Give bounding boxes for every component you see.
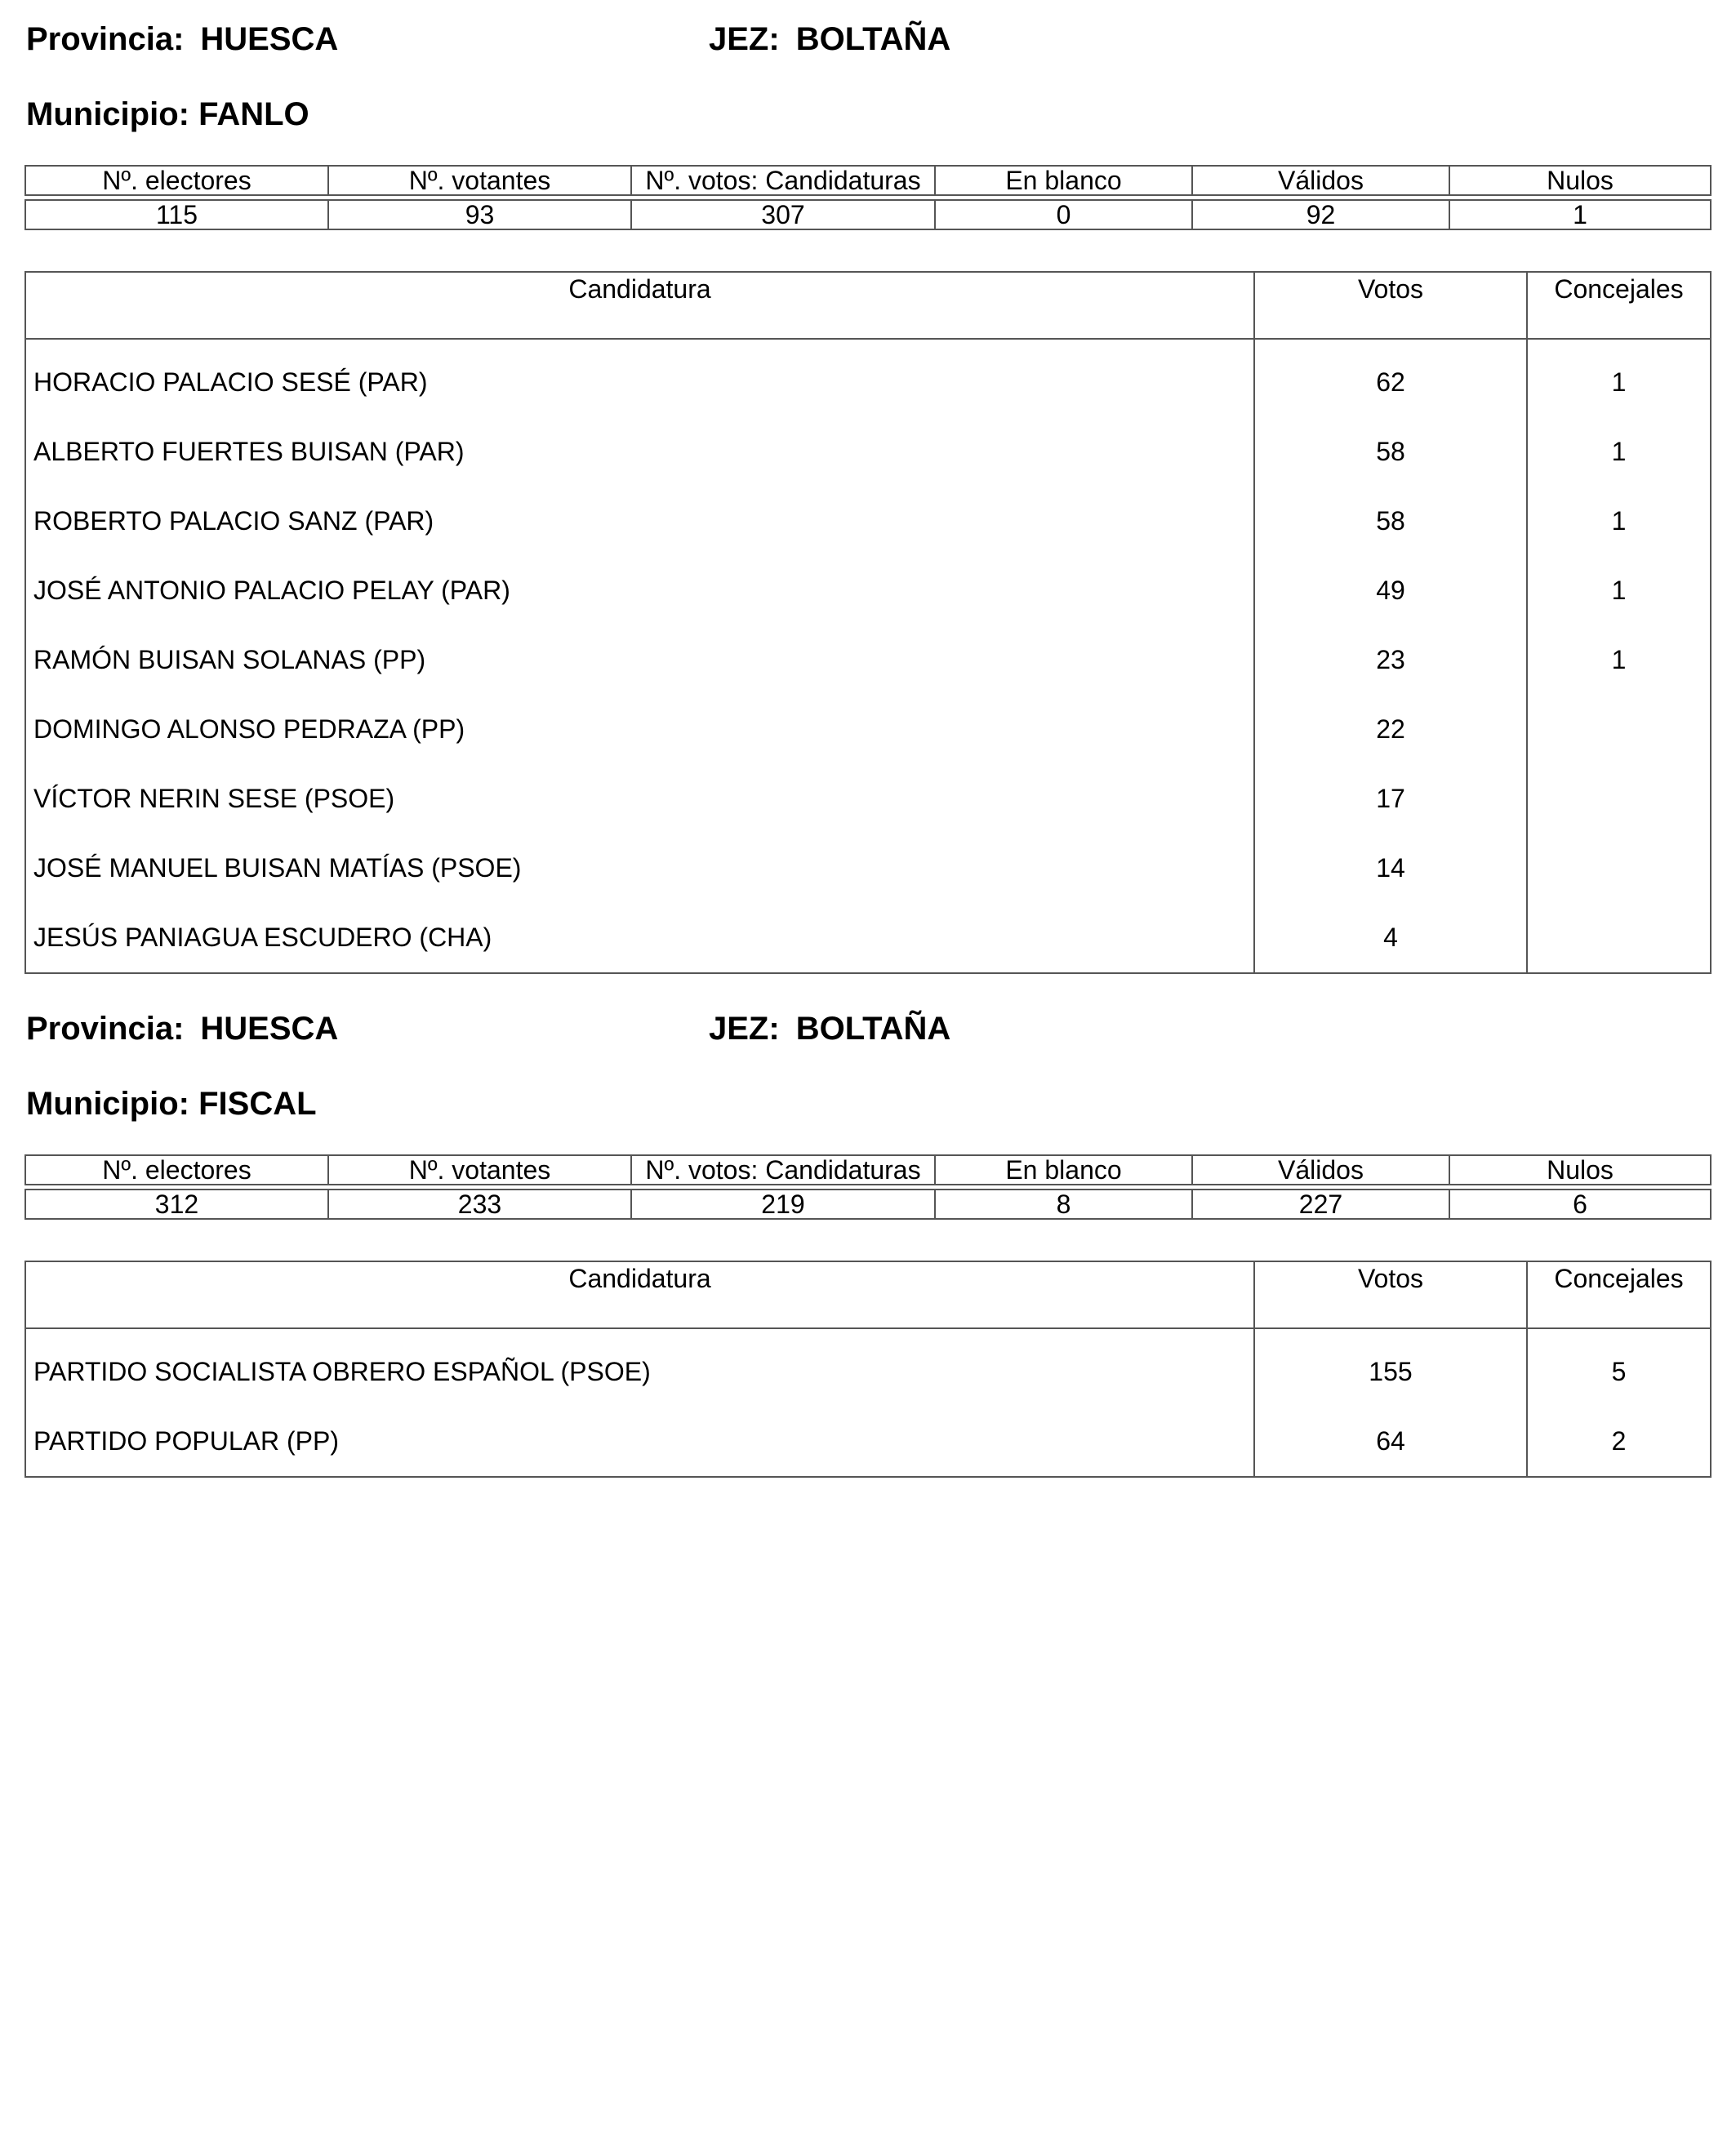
summary-header: Nº. votos: Candidaturas bbox=[631, 1155, 935, 1185]
table-row bbox=[25, 1328, 1711, 1407]
municipio-value: FANLO bbox=[198, 96, 309, 132]
jez-heading bbox=[709, 1012, 950, 1045]
candidate-name: JESÚS PANIAGUA ESCUDERO (CHA) bbox=[25, 903, 1254, 973]
municipio-label: Municipio: bbox=[26, 1086, 189, 1122]
provincia-heading bbox=[26, 23, 338, 56]
summary-header: En blanco bbox=[935, 166, 1192, 195]
municipio-section-fiscal bbox=[24, 989, 1710, 1479]
candidate-concejales: 5 bbox=[1527, 1328, 1711, 1407]
summary-value: 1 bbox=[1449, 200, 1711, 229]
candidates-table bbox=[24, 1261, 1712, 1478]
candidate-name: JOSÉ MANUEL BUISAN MATÍAS (PSOE) bbox=[25, 834, 1254, 903]
candidate-votos: 14 bbox=[1254, 834, 1527, 903]
candidate-votos: 4 bbox=[1254, 903, 1527, 973]
candidate-name: PARTIDO POPULAR (PP) bbox=[25, 1407, 1254, 1477]
table-row bbox=[25, 556, 1711, 625]
summary-value: 233 bbox=[328, 1190, 631, 1219]
municipio-heading bbox=[26, 1087, 317, 1120]
candidate-name: JOSÉ ANTONIO PALACIO PELAY (PAR) bbox=[25, 556, 1254, 625]
summary-table bbox=[24, 165, 1712, 230]
candidate-concejales bbox=[1527, 903, 1711, 973]
jez-value: BOLTAÑA bbox=[795, 21, 951, 57]
summary-header: Válidos bbox=[1192, 1155, 1449, 1185]
candidate-votos: 155 bbox=[1254, 1328, 1527, 1407]
summary-value: 227 bbox=[1192, 1190, 1449, 1219]
candidate-votos: 23 bbox=[1254, 625, 1527, 695]
summary-value: 312 bbox=[25, 1190, 328, 1219]
candidate-name: DOMINGO ALONSO PEDRAZA (PP) bbox=[25, 695, 1254, 764]
summary-value: 219 bbox=[631, 1190, 935, 1219]
header-votos: Votos bbox=[1254, 272, 1527, 339]
candidate-name: ROBERTO PALACIO SANZ (PAR) bbox=[25, 487, 1254, 556]
provincia-label: Provincia: bbox=[26, 21, 185, 57]
provincia-label: Provincia: bbox=[26, 1011, 185, 1047]
table-row bbox=[25, 903, 1711, 973]
summary-value: 115 bbox=[25, 200, 328, 229]
candidate-concejales bbox=[1527, 834, 1711, 903]
provincia-value: HUESCA bbox=[200, 21, 339, 57]
candidate-concejales: 1 bbox=[1527, 417, 1711, 487]
candidate-concejales: 1 bbox=[1527, 487, 1711, 556]
table-row bbox=[25, 487, 1711, 556]
candidates-header-row bbox=[25, 272, 1711, 339]
summary-header: Nº. votantes bbox=[328, 1155, 631, 1185]
jez-heading bbox=[709, 23, 950, 56]
summary-value: 92 bbox=[1192, 200, 1449, 229]
summary-header: Nº. votantes bbox=[328, 166, 631, 195]
candidate-votos: 17 bbox=[1254, 764, 1527, 834]
table-row bbox=[25, 695, 1711, 764]
summary-values-row bbox=[25, 1190, 1711, 1219]
header-votos: Votos bbox=[1254, 1261, 1527, 1328]
candidate-votos: 22 bbox=[1254, 695, 1527, 764]
table-row bbox=[25, 625, 1711, 695]
table-row bbox=[25, 764, 1711, 834]
summary-header: Nulos bbox=[1449, 166, 1711, 195]
summary-table bbox=[24, 1154, 1712, 1220]
candidate-name: VÍCTOR NERIN SESE (PSOE) bbox=[25, 764, 1254, 834]
jez-label: JEZ: bbox=[709, 1011, 780, 1047]
summary-header: Nulos bbox=[1449, 1155, 1711, 1185]
summary-header-row bbox=[25, 1155, 1711, 1185]
provincia-heading bbox=[26, 1012, 338, 1045]
provincia-value: HUESCA bbox=[200, 1011, 339, 1047]
candidate-concejales: 1 bbox=[1527, 556, 1711, 625]
summary-value: 0 bbox=[935, 200, 1192, 229]
municipio-heading bbox=[26, 98, 309, 131]
municipio-value: FISCAL bbox=[198, 1086, 317, 1122]
candidate-concejales: 2 bbox=[1527, 1407, 1711, 1477]
header-concejales: Concejales bbox=[1527, 1261, 1711, 1328]
candidate-votos: 64 bbox=[1254, 1407, 1527, 1477]
candidate-votos: 58 bbox=[1254, 417, 1527, 487]
summary-value: 8 bbox=[935, 1190, 1192, 1219]
candidate-name: HORACIO PALACIO SESÉ (PAR) bbox=[25, 339, 1254, 417]
candidate-concejales: 1 bbox=[1527, 339, 1711, 417]
candidate-name: ALBERTO FUERTES BUISAN (PAR) bbox=[25, 417, 1254, 487]
municipio-label: Municipio: bbox=[26, 96, 189, 132]
summary-header: Válidos bbox=[1192, 166, 1449, 195]
header-candidatura: Candidatura bbox=[25, 272, 1254, 339]
candidates-table bbox=[24, 271, 1712, 974]
jez-value: BOLTAÑA bbox=[795, 1011, 951, 1047]
candidate-concejales bbox=[1527, 764, 1711, 834]
summary-header: Nº. electores bbox=[25, 1155, 328, 1185]
summary-header: En blanco bbox=[935, 1155, 1192, 1185]
candidate-concejales: 1 bbox=[1527, 625, 1711, 695]
candidate-votos: 49 bbox=[1254, 556, 1527, 625]
summary-value: 93 bbox=[328, 200, 631, 229]
table-row bbox=[25, 417, 1711, 487]
header-candidatura: Candidatura bbox=[25, 1261, 1254, 1328]
candidate-name: PARTIDO SOCIALISTA OBRERO ESPAÑOL (PSOE) bbox=[25, 1328, 1254, 1407]
jez-label: JEZ: bbox=[709, 21, 780, 57]
candidate-name: RAMÓN BUISAN SOLANAS (PP) bbox=[25, 625, 1254, 695]
table-row bbox=[25, 339, 1711, 417]
table-row bbox=[25, 1407, 1711, 1477]
summary-values-row bbox=[25, 200, 1711, 229]
municipio-section-fanlo bbox=[24, 0, 1710, 963]
summary-value: 6 bbox=[1449, 1190, 1711, 1219]
header-concejales: Concejales bbox=[1527, 272, 1711, 339]
summary-header-row bbox=[25, 166, 1711, 195]
summary-value: 307 bbox=[631, 200, 935, 229]
candidate-votos: 58 bbox=[1254, 487, 1527, 556]
candidate-votos: 62 bbox=[1254, 339, 1527, 417]
candidate-concejales bbox=[1527, 695, 1711, 764]
summary-header: Nº. electores bbox=[25, 166, 328, 195]
candidates-header-row bbox=[25, 1261, 1711, 1328]
summary-header: Nº. votos: Candidaturas bbox=[631, 166, 935, 195]
table-row bbox=[25, 834, 1711, 903]
